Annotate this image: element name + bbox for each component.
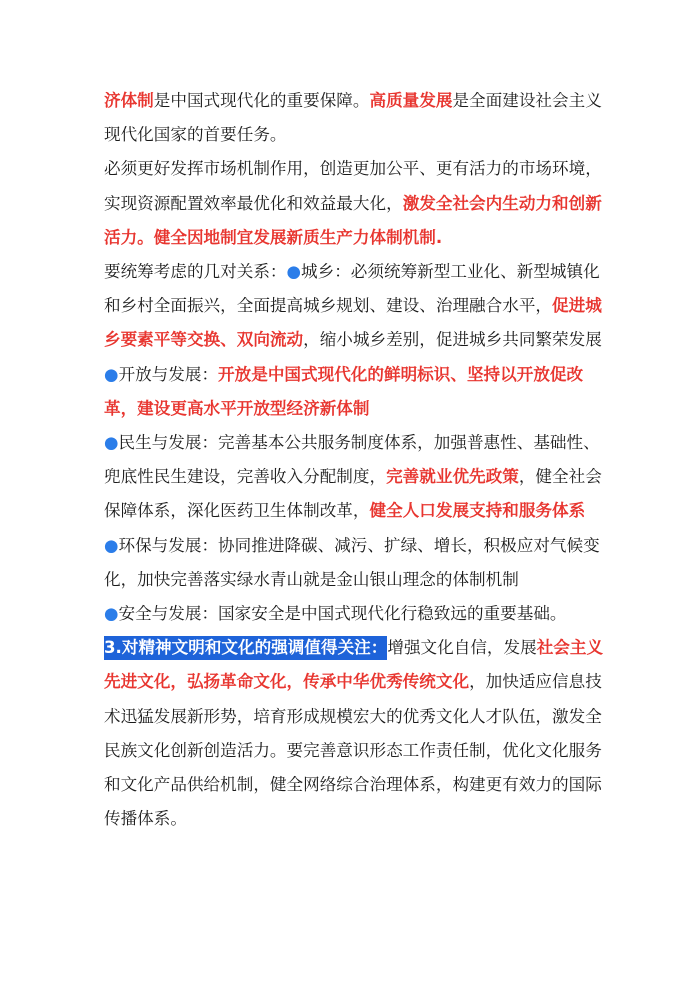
- emphasis-text: 济体制: [104, 91, 154, 110]
- bullet-icon: ●: [104, 604, 119, 624]
- emphasis-text: 高质量发展: [369, 91, 453, 110]
- bullet-icon: ●: [286, 262, 302, 282]
- bullet-icon: ●: [104, 433, 119, 453]
- body-text: ，加快适应信息技术迅猛发展新形势，培育形成规模宏大的优秀文化人才队伍，激发全民族文化创新创造活力。要完善意识形态工作责任制，优化文化服务和文化产品供给机制，健全网络综合治理体系，构建更有效力的国际传播体系。: [104, 672, 602, 829]
- paragraph-market-mechanism: [104, 152, 604, 255]
- highlighted-heading: 3.对精神文明和文化的强调值得关注：: [104, 636, 387, 660]
- body-text: 开放与发展：: [118, 364, 219, 384]
- body-text: 是全面建设社会主义现代化国家的首要任务。: [104, 91, 602, 145]
- paragraph-economic-system: [104, 84, 604, 152]
- emphasis-text: 开放是中国式现代化的鲜明标识、坚持以开放促改革，建设更高水平开放型经济新体制: [104, 364, 584, 418]
- body-text: 民生与发展：完善基本公共服务制度体系，加强普惠性、基础性、兜底性民生建设，完善收入分配制度，: [104, 433, 600, 487]
- emphasis-text: 促进城乡要素平等交换、双向流动: [104, 296, 602, 350]
- body-text: 要统筹考虑的几对关系：: [104, 262, 287, 282]
- bullet-icon: ●: [104, 535, 119, 555]
- body-text: 必须更好发挥市场机制作用，创造更加公平、更有活力的市场环境，实现资源配置效率最优化和效益最大化，: [104, 159, 602, 213]
- body-text: 增强文化自信，发展: [387, 638, 537, 658]
- paragraph-culture: [104, 631, 604, 836]
- document-body: [104, 84, 604, 836]
- paragraph-environment: [104, 529, 604, 597]
- body-text: 城乡：必须统筹新型工业化、新型城镇化和乡村全面振兴，全面提高城乡规划、建设、治理融合水平，: [104, 262, 600, 316]
- paragraph-security: [104, 597, 604, 631]
- paragraph-relationships: [104, 255, 604, 426]
- body-text: ，缩小城乡差别，促进城乡共同繁荣发展: [303, 330, 602, 350]
- bullet-icon: ●: [104, 364, 119, 384]
- emphasis-text: 社会主义先进文化，弘扬革命文化，传承中华优秀传统文化: [104, 638, 604, 692]
- emphasis-text: 健全人口发展支持和服务体系: [369, 501, 586, 521]
- body-text: 安全与发展：国家安全是中国式现代化行稳致远的重要基础。: [118, 604, 567, 624]
- emphasis-text: 完善就业优先政策: [386, 467, 519, 487]
- emphasis-text: 激发全社会内生动力和创新活力。健全因地制宜发展新质生产力体制机制.: [104, 193, 602, 247]
- body-text: ，健全社会保障体系，深化医药卫生体制改革，: [104, 467, 602, 521]
- body-text: 环保与发展：协同推进降碳、减污、扩绿、增长，积极应对气候变化，加快完善落实绿水青山就是金山银山理念的体制机制: [104, 535, 600, 589]
- paragraph-livelihood: [104, 426, 604, 529]
- body-text: 是中国式现代化的重要保障。: [153, 91, 370, 110]
